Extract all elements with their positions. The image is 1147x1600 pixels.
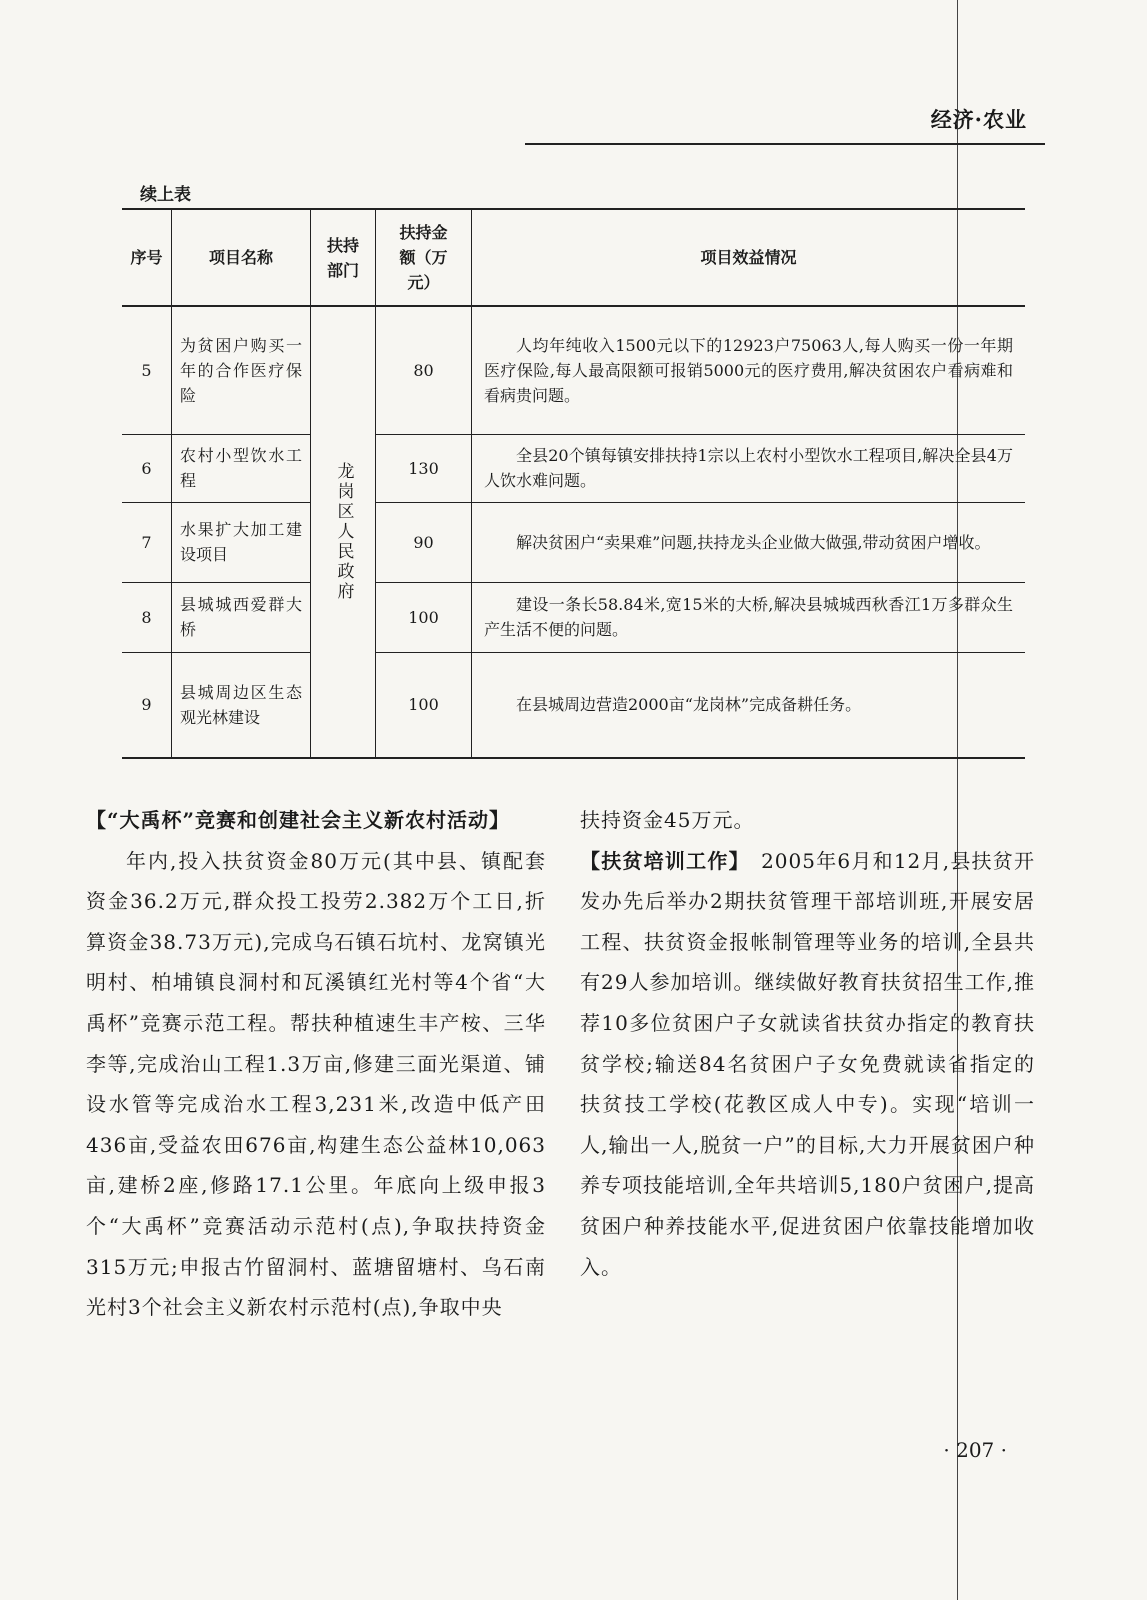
- row-effect: 人均年纯收入1500元以下的12923户75063人,每人购买一份一年期医疗保险,每人最高限额可报销5000元的医疗费用,解决贫困农户看病难和看病贵问题。: [472, 306, 1026, 434]
- row-name: 为贫困户购买一年的合作医疗保险: [172, 306, 311, 434]
- section-text-dayu-cup-continued: 扶持资金45万元。: [580, 808, 755, 832]
- department-cell: [311, 306, 376, 758]
- projects-table: [122, 208, 1025, 759]
- table-row: [122, 306, 1025, 434]
- section-title: 经济·农业: [930, 107, 1027, 132]
- col-header-dept-text: 扶持部门: [326, 235, 359, 280]
- section-text-training: 2005年6月和12月,县扶贫开发办先后举办2期扶贫管理干部培训班,开展安居工程、扶贫资金报帐制管理等业务的培训,全县共有29人参加培训。继续做好教育扶贫招生工作,推荐10多位贫困户子女就读省扶贫办指定的教育扶贫学校;输送84名贫困户子女免费就读省指定的扶贫技工学校(花教区成人中专)。实现“培训一人,输出一人,脱贫一户”的目标,大力开展贫困户种养专项技能培训,全年共培训5,180户贫困户,提高贫困户种养技能水平,促进贫困户依靠技能增加收入。: [580, 848, 1036, 1279]
- row-name: 县城周边区生态观光林建设: [172, 652, 311, 758]
- table-header-row: [122, 209, 1025, 306]
- table-row: [122, 652, 1025, 758]
- col-header-dept: [311, 209, 376, 306]
- table-caption: 续上表: [140, 185, 191, 205]
- page-number: · 207 ·: [943, 1438, 1007, 1462]
- row-seq: 8: [122, 582, 172, 652]
- row-effect: 全县20个镇每镇安排扶持1宗以上农村小型饮水工程项目,解决全县4万人饮水难问题。: [472, 434, 1026, 502]
- left-column: [86, 800, 546, 1328]
- col-header-amount-text: 扶持金额（万元）: [399, 223, 448, 292]
- section-text-dayu-cup: 年内,投入扶贫资金80万元(其中县、镇配套资金36.2万元,群众投工投劳2.382万个工日,折算资金38.73万元),完成乌石镇石坑村、龙窝镇光明村、柏埔镇良洞村和瓦溪镇红光村等4个省“大禹杯”竞赛示范工程。帮扶种植速生丰产桉、三华李等,完成治山工程1.3万亩,修建三面光渠道、铺设水管等完成治水工程3,231米,改造中低产田436亩,受益农田676亩,构建生态公益林10,063亩,建桥2座,修路17.1公里。年底向上级申报3个“大禹杯”竞赛活动示范村(点),争取扶持资金315万元;申报古竹留洞村、蓝塘留塘村、乌石南光村3个社会主义新农村示范村(点),争取中央: [86, 848, 546, 1320]
- row-amount: 130: [376, 434, 472, 502]
- row-name: 县城城西爱群大桥: [172, 582, 311, 652]
- table-row: [122, 434, 1025, 502]
- col-header-amount: [376, 209, 472, 306]
- table-row: [122, 502, 1025, 582]
- row-effect: 在县城周边营造2000亩“龙岗林”完成备耕任务。: [472, 652, 1026, 758]
- row-amount: 90: [376, 502, 472, 582]
- col-header-seq: 序号: [122, 209, 172, 306]
- row-name: 农村小型饮水工程: [172, 434, 311, 502]
- row-amount: 100: [376, 582, 472, 652]
- row-effect: 解决贫困户“卖果难”问题,扶持龙头企业做大做强,带动贫困户增收。: [472, 502, 1026, 582]
- row-seq: 7: [122, 502, 172, 582]
- row-seq: 6: [122, 434, 172, 502]
- row-name: 水果扩大加工建设项目: [172, 502, 311, 582]
- row-amount: 100: [376, 652, 472, 758]
- header-rule: [525, 143, 1045, 145]
- row-effect: 建设一条长58.84米,宽15米的大桥,解决县城城西秋香江1万多群众生产生活不便的问题。: [472, 582, 1026, 652]
- table-row: [122, 582, 1025, 652]
- col-header-effect: 项目效益情况: [472, 209, 1026, 306]
- section-heading-training: 【扶贫培训工作】: [580, 848, 740, 873]
- right-column: [580, 800, 1035, 1287]
- col-header-name: 项目名称: [172, 209, 311, 306]
- row-seq: 5: [122, 306, 172, 434]
- department-text: 龙岗区人民政府: [333, 462, 354, 602]
- row-seq: 9: [122, 652, 172, 758]
- row-amount: 80: [376, 306, 472, 434]
- section-heading-dayu-cup: 【“大禹杯”竞赛和创建社会主义新农村活动】: [86, 808, 511, 832]
